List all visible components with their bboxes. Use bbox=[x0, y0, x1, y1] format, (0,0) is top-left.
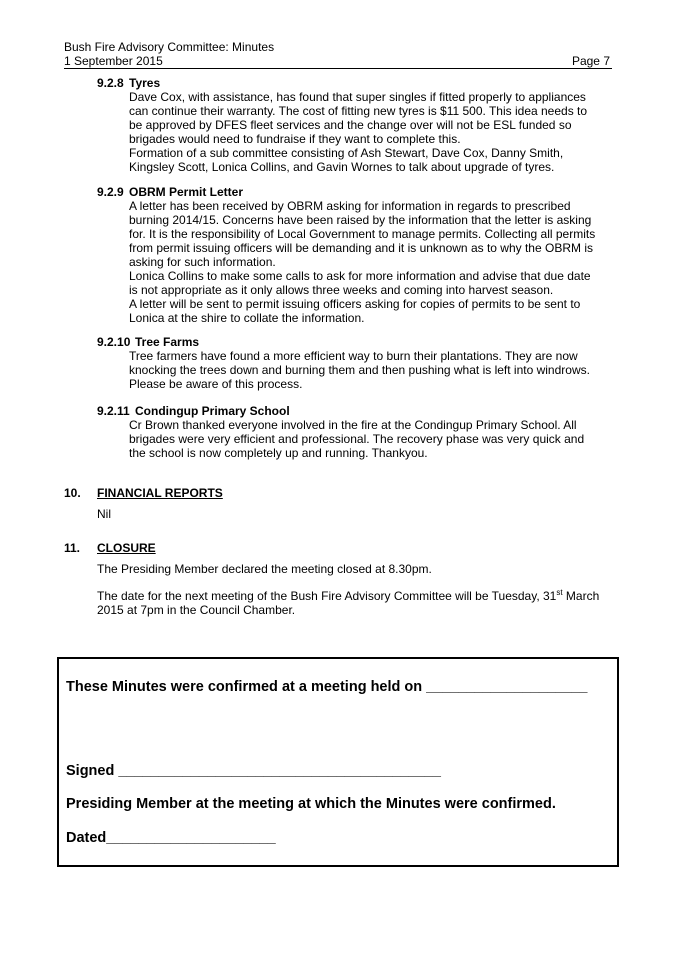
item-paragraph: Dave Cox, with assistance, has found that super singles if fitted properly to appliances can continue their warranty. The cost of fitting new tyres is $11 500. This idea needs to be approved by DFES fleet services and the change over will not be ESL funded so brigades would need to fundraise if they want to complete this. bbox=[129, 90, 588, 146]
item-tyres bbox=[97, 76, 597, 174]
item-heading: 9.2.9 OBRM Permit Letter bbox=[97, 185, 244, 199]
confirmation-box bbox=[57, 657, 619, 867]
item-heading: 9.2.8 Tyres bbox=[97, 76, 161, 90]
item-paragraph: Tree farmers have found a more efficient way to burn their plantations. They are now knocking the trees down and burning them and then pushing what is left into windrows. Please be aware of this process. bbox=[129, 349, 590, 391]
page-header bbox=[64, 40, 610, 68]
document-title: Bush Fire Advisory Committee: Minutes bbox=[64, 40, 275, 54]
item-paragraph: Lonica Collins to make some calls to ask for more information and advise that due date is not appropriate as it only allows three weeks and coming into harvest season. bbox=[129, 269, 591, 297]
confirmed-line: These Minutes were confirmed at a meeting held on ____________________ bbox=[66, 679, 588, 695]
item-paragraph: A letter has been received by OBRM asking for information in regards to prescribed burning 2014/15. Concerns have been raised by the information that the letter is asking for. It is the responsibility of Local Government to manage permits. Collecting all permits from permit issuing officers will be demanding and it is unknown as to why the OBRM is asking for such information. bbox=[129, 199, 596, 269]
section-heading: 11. CLOSURE bbox=[64, 541, 156, 555]
item-paragraph: Cr Brown thanked everyone involved in the fire at the Condingup Primary School. All brigades were very efficient and professional. The recovery phase was very quick and the school is now completely up and running. Thankyou. bbox=[129, 418, 585, 460]
section-financial-reports bbox=[64, 486, 604, 500]
item-condingup-primary-school bbox=[97, 404, 597, 460]
signed-line: Signed ________________________________________ bbox=[66, 763, 441, 779]
item-heading: 9.2.11 Condingup Primary School bbox=[97, 404, 290, 418]
section-closure bbox=[64, 541, 604, 555]
financial-body: Nil bbox=[97, 507, 111, 521]
item-tree-farms bbox=[97, 335, 597, 391]
next-meeting-statement: The date for the next meeting of the Bush Fire Advisory Committee will be Tuesday, 31st March 2015 at 7pm in the Council Chamber. bbox=[97, 588, 600, 617]
meeting-date: 1 September 2015 bbox=[64, 54, 163, 68]
dated-line: Dated_____________________ bbox=[66, 830, 276, 846]
item-heading: 9.2.10 Tree Farms bbox=[97, 335, 200, 349]
section-heading: 10. FINANCIAL REPORTS bbox=[64, 486, 223, 500]
item-paragraph: A letter will be sent to permit issuing officers asking for copies of permits to be sent to Lonica at the shire to collate the information. bbox=[129, 297, 581, 325]
presiding-member-line: Presiding Member at the meeting at which the Minutes were confirmed. bbox=[66, 796, 556, 812]
item-paragraph: Formation of a sub committee consisting of Ash Stewart, Dave Cox, Danny Smith, Kingsley Scott, Lonica Collins, and Gavin Wornes to talk about upgrade of tyres. bbox=[129, 146, 564, 174]
closure-statement: The Presiding Member declared the meeting closed at 8.30pm. bbox=[97, 562, 432, 576]
header-divider bbox=[64, 68, 612, 69]
item-obrm-permit-letter bbox=[97, 185, 597, 325]
page-number: Page 7 bbox=[571, 54, 610, 68]
closure-body bbox=[97, 562, 607, 617]
